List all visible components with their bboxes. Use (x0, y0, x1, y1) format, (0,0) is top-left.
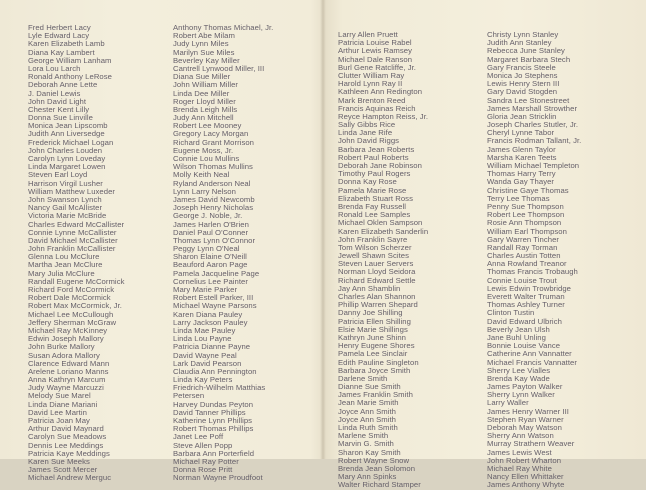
name-entry: Lynn Larry Nelson (173, 186, 236, 196)
name-entry: Patricia Kaye Meddings (28, 448, 110, 458)
name-entry: Michael Andrew Merguc (28, 473, 112, 483)
name-entry: Beauford Aaron Page (173, 260, 248, 270)
name-entry: Ronald Lee Samples (338, 210, 411, 220)
name-entry: Diana Sue Miller (173, 72, 231, 82)
name-entry: Gregory Lacy Morgan (173, 129, 249, 139)
name-entry: Danny Joe Shilling (338, 308, 403, 318)
name-entry: Burl Gene Ratcliffe, Jr. (338, 62, 416, 72)
name-entry: Claudia Ann Pennington (173, 366, 257, 376)
name-entry: Pamela Lee Sinclair (338, 349, 408, 359)
name-entry: Linda Jane Rife (338, 128, 393, 138)
name-entry: Larry Jackson Pauley (173, 317, 248, 327)
name-entry: Sally Gibbs Rice (338, 120, 396, 130)
name-entry: Jay Ann Shamblin (338, 283, 401, 293)
name-entry: Charles Alan Shannon (338, 292, 416, 301)
name-entry: Karen Elizabeth Lamb (28, 39, 105, 49)
name-entry: John Franklin McCallister (28, 244, 116, 254)
name-entry: Marlene Smith (338, 431, 389, 441)
name-entry: Jewell Shawn Scites (338, 251, 410, 261)
name-entry: Charles Edward McCallister (28, 219, 125, 229)
name-entry: Dianne Sue Smith (338, 382, 401, 392)
name-entry: Anna Rowland Treanor (487, 259, 567, 269)
name-entry: Donna Sue Linville (28, 113, 94, 123)
name-entry: J. Daniel Lewis (28, 88, 81, 98)
name-entry: Connie Lynne McCallister (28, 227, 117, 237)
name-entry: Chester Kent Lilly (28, 104, 90, 114)
name-entry: Elsie Marie Shillings (338, 324, 408, 334)
name-column-3 (338, 31, 428, 490)
name-entry: Bonnie Louise Vance (487, 341, 561, 351)
name-entry: Michael Dale Ranson (338, 54, 413, 64)
name-entry: Gary David Stogden (487, 87, 558, 97)
name-entry: James Henry Warner III (487, 406, 569, 416)
name-entry: Arthur David Maynard (28, 424, 104, 434)
name-entry: Brenda Fay Russell (338, 201, 406, 211)
name-entry: Richard Grant Morrison (173, 137, 254, 147)
name-entry: Michael Ray McKinney (28, 325, 108, 335)
name-entry: Joseph Charles Stutler, Jr. (487, 120, 579, 130)
name-entry: Glenna Lou McClure (28, 252, 100, 262)
name-entry: Lewis Henry Stern III (487, 79, 560, 89)
name-entry: Daniel Paul O'Conner (173, 227, 249, 237)
name-entry: James Anthony Whyte (487, 480, 565, 490)
name-entry: Deborah May Watson (487, 423, 562, 432)
name-entry: Connie Louise Trout (487, 275, 557, 285)
name-entry: Judith Ann Stanley (487, 38, 552, 48)
name-entry: Larry Waller (487, 398, 529, 408)
name-entry: Monica Jean Lipscomb (28, 121, 108, 131)
name-entry: Stephen Ryan Warner (487, 414, 564, 424)
name-entry: Karen Diana Pauley (173, 309, 243, 319)
name-entry: Eugene Moss, Jr. (173, 145, 234, 155)
name-entry: Sharon Kay Smith (338, 447, 401, 457)
name-entry: Cantrell Lynwood Miller, III (173, 63, 265, 73)
name-entry: Randall Eugene McCormick (28, 276, 125, 286)
name-entry: Roger Lloyd Miller (173, 96, 236, 106)
name-entry: Robert Estell Parker, III (173, 293, 254, 303)
name-entry: Fred Herbert Lacy (28, 23, 91, 32)
name-entry: James Glenn Taylor (487, 144, 556, 154)
name-entry: Sherry Lee Vialles (487, 365, 551, 375)
name-entry: Judy Wayne Marcuzzi (28, 383, 104, 393)
name-entry: Sherry Ann Watson (487, 431, 554, 441)
name-entry: Lark David Pearson (173, 358, 242, 368)
name-entry: Marsha Karen Teets (487, 152, 557, 162)
name-entry: Thomas Francis Trobaugh (487, 267, 578, 277)
name-entry: Robert Dale McCormick (28, 293, 111, 303)
name-entry: William Earl Thompson (487, 226, 567, 236)
name-entry: Patricia Joan May (28, 416, 90, 425)
name-entry: Rebecca June Stanley (487, 46, 565, 56)
name-entry: William Michael Templeton (487, 161, 580, 170)
name-entry: Pamela Marie Rose (338, 185, 407, 195)
name-entry: Gloria Jean Stricklin (487, 111, 557, 121)
name-entry: Lora Lou Larch (28, 63, 81, 73)
name-entry: Clarence Edward Mann (28, 358, 110, 368)
name-entry: Timothy Paul Rogers (338, 169, 411, 179)
name-entry: Murray Strathern Weaver (487, 439, 575, 449)
name-entry: Edwin Joseph Mallory (28, 334, 104, 344)
name-entry: Catherine Ann Vannatter (487, 349, 572, 359)
name-entry: Rosie Ann Thompson (487, 218, 562, 228)
name-entry: George William Lanham (28, 55, 112, 65)
name-entry: William Matthew Luxeder (28, 186, 116, 196)
name-entry: Darlene Smith (338, 373, 388, 383)
name-entry: Thomas Harry Terry (487, 169, 556, 179)
name-entry: Larry Allen Pruett (338, 30, 398, 39)
name-entry: Brenda Jean Solomon (338, 463, 416, 473)
name-entry: Clutter William Ray (338, 70, 405, 80)
name-entry: David Tanner Phillips (173, 407, 246, 417)
name-entry: Steven Earl Loyd (28, 170, 88, 180)
name-entry: Jeffery Sherman McGraw (28, 317, 117, 327)
name-entry: Karen Sue Meeks (28, 456, 90, 466)
name-entry: Jane Buhl Unling (487, 332, 546, 342)
name-entry: David Michael McCallister (28, 235, 118, 245)
name-entry: John William Miller (173, 80, 239, 90)
name-entry: John Burke Mallory (28, 342, 95, 352)
name-entry: Deborah Jane Robinson (338, 161, 422, 170)
name-entry: Arthur Lewis Ramsey (338, 46, 413, 56)
name-entry: Beverley Kay Miller (173, 55, 240, 65)
name-entry: Melody Sue Marel (28, 391, 91, 401)
name-entry: Nancy Gail McAllister (28, 203, 103, 213)
name-entry: Jean Marie Smith (338, 398, 399, 408)
name-entry: Donna Rose Pritt (173, 465, 233, 475)
name-entry: Everett Walter Truman (487, 292, 565, 301)
name-entry: Lyle Edward Lacy (28, 31, 90, 41)
name-entry: Francis Rodman Tallant, Jr. (487, 136, 582, 146)
name-entry: Charles Austin Totten (487, 251, 561, 261)
name-entry: Thomas Ashley Turner (487, 300, 565, 310)
name-entry: Kathleen Ann Redington (338, 87, 423, 97)
name-entry: Diana Kay Lambert (28, 47, 95, 57)
name-entry: Karen Elizabeth Sanderlin (338, 226, 429, 236)
name-entry: Linda Ruth Smith (338, 423, 398, 432)
name-entry: Cornelius Lee Painter (173, 276, 248, 286)
name-entry: Penny Sue Thompson (487, 201, 564, 211)
name-entry: Michael Ray White (487, 463, 552, 473)
name-entry: Linda Lou Payne (173, 334, 232, 344)
name-entry: Margaret Barbara Stech (487, 54, 571, 64)
name-entry: Robert Max McCormick, Jr. (28, 301, 122, 311)
name-entry: Steven Lauer Servers (338, 259, 414, 269)
name-entry: Joyce Ann Smith (338, 414, 397, 424)
name-entry: Friedrich-Wilhelm Matthias (173, 383, 266, 393)
name-entry: Mary Julia McClure (28, 268, 95, 278)
name-entry: Peggy Lynn O'Neal (173, 244, 240, 254)
name-entry: John Franklin Sayre (338, 234, 408, 244)
name-entry: Connie Lou Mullins (173, 154, 240, 163)
name-entry: Christy Lynn Stanley (487, 30, 559, 39)
name-entry: John David Light (28, 96, 87, 106)
name-entry: Elizabeth Stuart Ross (338, 193, 413, 203)
name-entry: Robert Thomas Phillips (173, 424, 254, 434)
name-entry: Monica Jo Stephens (487, 70, 558, 80)
name-entry: Sherry Lynn Walker (487, 390, 555, 400)
name-entry: Patricia Louise Rabel (338, 38, 412, 48)
name-entry: Frederick Michael Logan (28, 137, 114, 147)
name-entry: James Scott Mercer (28, 465, 98, 475)
name-entry: Gary Warren Tincher (487, 234, 560, 244)
name-entry: Gary Francis Steele (487, 62, 556, 72)
name-entry: Sharon Elaine O'Neill (173, 252, 247, 262)
name-entry: Thomas Lynn O'Connor (173, 235, 256, 245)
name-entry: Cheryl Lynne Tabor (487, 128, 555, 138)
name-entry: Patricia Dianne Payne (173, 342, 251, 352)
name-entry: Wilson Thomas Mullins (173, 162, 253, 172)
name-entry: Petersen (173, 391, 205, 401)
name-entry: Deborah Anne Lette (28, 80, 98, 90)
name-entry: Brenda Leigh Mills (173, 104, 238, 114)
name-entry: Brenda Kay Wade (487, 373, 550, 383)
name-entry: Beverly Jean Ulsh (487, 324, 550, 334)
name-entry: David Wayne Peal (173, 350, 237, 360)
name-entry: Pamela Jacqueline Page (173, 268, 260, 278)
name-entry: David Edward Ulbrich (487, 316, 562, 326)
name-entry: Nancy Ellen Whittaker (487, 472, 564, 482)
name-entry: Robert Lee Mooney (173, 121, 242, 131)
name-entry: Dennis Lee Meddings (28, 440, 104, 450)
name-entry: Reyce Hampton Reiss, Jr. (338, 111, 429, 121)
name-entry: Linda Diane Mariani (28, 399, 98, 409)
name-entry: Joyce Ann Smith (338, 406, 397, 416)
name-entry: Martha Jean McClure (28, 260, 103, 270)
name-entry: Sandra Lee Stonestreet (487, 95, 570, 105)
name-entry: Richard Edward Settle (338, 275, 416, 285)
name-entry: Carolyn Sue Meadows (28, 432, 107, 442)
name-entry: Michael Francis Vannatter (487, 357, 577, 367)
name-entry: Michael Ray Potter (173, 456, 239, 466)
name-entry: Edith Pauline Singleton (338, 357, 419, 367)
name-entry: Harvey Dundas Peyton (173, 399, 254, 409)
page-gutter (320, 0, 326, 459)
name-entry: Terry Lee Thomas (487, 193, 550, 203)
name-column-2 (173, 24, 273, 483)
name-entry: Mary Marie Parker (173, 285, 238, 294)
name-entry: Mary Ann Spinks (338, 472, 397, 482)
name-entry: James David Newcomb (173, 194, 255, 204)
name-entry: David Lee Martin (28, 407, 87, 417)
name-entry: James Franklin Smith (338, 390, 413, 400)
name-entry: Harold Lynn Ray II (338, 79, 403, 89)
name-entry: John Swanson Lynch (28, 194, 102, 204)
name-entry: Arelene Loriano Manns (28, 366, 109, 376)
name-entry: Katherine Lynn Phillips (173, 416, 253, 425)
name-entry: Barbara Ann Porterfield (173, 448, 255, 458)
name-entry: Norman Wayne Proudfoot (173, 473, 263, 483)
name-entry: Patricia Ellen Shilling (338, 316, 411, 326)
name-entry: Harrison Virgil Lusher (28, 178, 103, 188)
name-entry: Barbara Joyce Smith (338, 365, 411, 375)
name-entry: Michael Oklen Sampson (338, 218, 423, 228)
name-entry: Ronald Anthony LeRose (28, 72, 112, 82)
name-entry: Robert Paul Roberts (338, 152, 409, 162)
name-entry: John David Riggs (338, 136, 400, 146)
name-entry: James Payton Walker (487, 382, 563, 392)
name-entry: Judy Lynn Miles (173, 39, 229, 49)
name-entry: John Charles Louden (28, 145, 103, 155)
name-entry: Michael Lee McCullough (28, 309, 114, 319)
name-entry: Norman Lloyd Seidora (338, 267, 416, 277)
name-entry: John Robert Wharton (487, 455, 562, 465)
name-entry: Steve Allen Popp (173, 440, 233, 450)
name-entry: Linda Dee Miller (173, 88, 230, 98)
name-entry: Phillip Warren Shepard (338, 300, 418, 310)
name-entry: Mark Brenton Reed (338, 95, 406, 105)
name-entry: Clinton Tustin (487, 308, 535, 318)
name-entry: James Harlen O'Brien (173, 219, 249, 229)
name-entry: Walter Richard Stamper (338, 480, 421, 490)
name-entry: Joseph Henry Nicholas (173, 203, 254, 213)
name-entry: Tom Wilson Scherzer (338, 242, 412, 252)
name-column-4 (487, 31, 581, 490)
name-entry: Judith Ann Liversedge (28, 129, 105, 139)
name-entry: Judy Ann Mitchell (173, 113, 234, 123)
name-entry: Ryland Anderson Neal (173, 178, 251, 188)
name-entry: Randall Ray Torman (487, 242, 558, 252)
name-entry: Robert Wayne Snow (338, 455, 410, 465)
name-entry: Linda Kay Peters (173, 375, 233, 385)
name-entry: Christine Gaye Thomas (487, 185, 569, 195)
name-entry: Marvin G. Smith (338, 439, 394, 449)
name-entry: Janet Lee Poff (173, 432, 224, 442)
name-entry: Richard Ford McCormick (28, 285, 115, 294)
name-column-1 (28, 24, 124, 483)
name-entry: Robert Lee Thompson (487, 210, 565, 220)
name-entry: Kathryn June Shinn (338, 332, 406, 342)
name-entry: Wanda Gay Thayer (487, 177, 555, 187)
name-entry: Michael Wayne Parsons (173, 301, 257, 311)
name-entry: Linda Margaret Lowen (28, 162, 106, 172)
name-entry: Anna Kathryn Marcum (28, 375, 106, 385)
name-entry: Lewis Edwin Trowbridge (487, 283, 571, 293)
name-entry: Donna Kay Rose (338, 177, 397, 187)
name-entry: Molly Keith Neal (173, 170, 230, 180)
name-entry: Robert Abe Milam (173, 31, 235, 41)
name-entry: George J. Noble, Jr. (173, 211, 243, 221)
name-entry: Carolyn Lynn Loveday (28, 154, 106, 163)
name-entry: Francis Aquinas Reich (338, 103, 416, 113)
name-entry: Marilyn Sue Miles (173, 47, 235, 57)
name-entry: Barbara Jean Roberts (338, 144, 415, 154)
name-entry: Linda Mae Pauley (173, 325, 236, 335)
name-entry: Susan Adora Mallory (28, 350, 100, 360)
name-entry: Henry Eugene Shores (338, 341, 415, 351)
name-entry: Anthony Thomas Michael, Jr. (173, 23, 274, 32)
name-entry: Victoria Marie McBride (28, 211, 107, 221)
name-entry: James Lewis West (487, 447, 552, 457)
name-entry: James Marshall Strowther (487, 103, 578, 113)
